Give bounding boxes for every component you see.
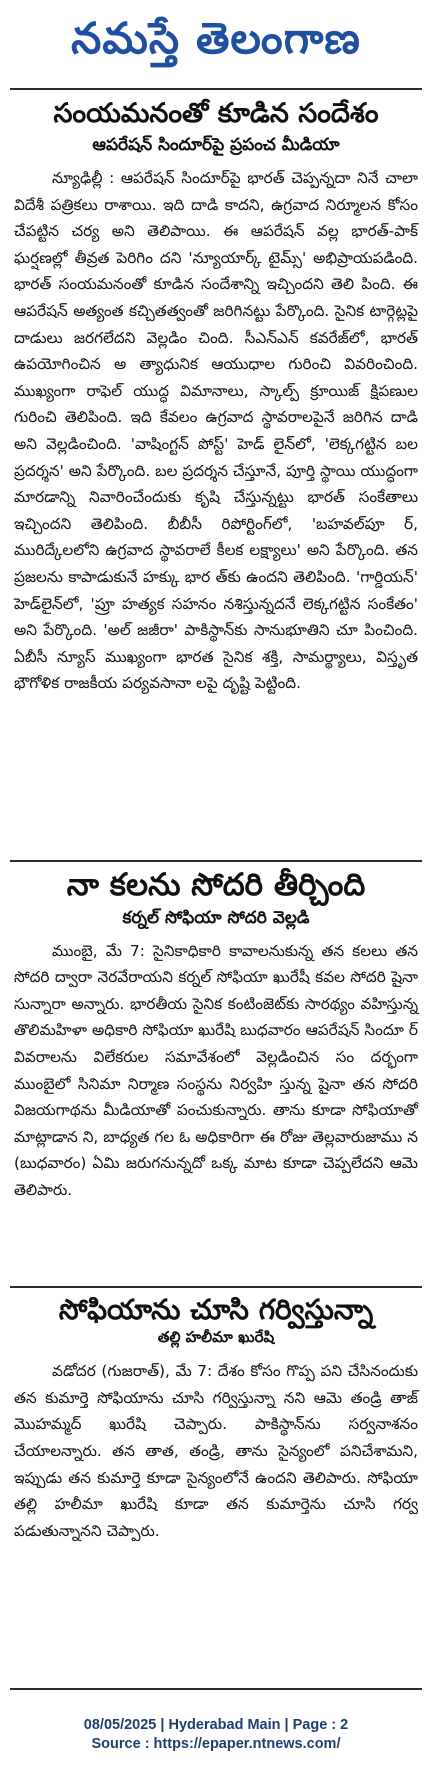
article-body: వడోదర (గుజరాత్), మే 7: దేశం కోసం గొప్ప పని చేసినందుకు తన కుమార్తె సోఫియాను చూసి గర్విస్తున్నా నని ఆమె తండ్రి తాజ్ మొహమ్మద్ ఖురేషి చెప్పారు. పాకిస్థాన్‌ను సర్వనాశనం చేయాలన్నారు. తన తాత, తండ్రి, తాను సైన్యంలో పనిచేశామని, ఇప్పుడు తన కుమార్తె కూడా సైన్యంలోనే ఉందని తెలిపారు. సోఫియా తల్లి హలీమా ఖురేషి కూడా తన కుమార్తెను చూసి గర్వ పడుతున్నానని చెప్పారు. bbox=[14, 1362, 418, 1540]
article-subhead: కర్నల్ సోఫియా సోదరి వెల్లడి bbox=[122, 907, 310, 928]
article-subhead: ఆపరేషన్ సిందూర్‌పై ప్రపంచ మీడియా bbox=[92, 135, 340, 156]
bottom-rule bbox=[10, 1688, 422, 1690]
section-rule bbox=[10, 1286, 422, 1288]
article-subhead: తల్లి హలీమా ఖురేషి bbox=[157, 1328, 275, 1347]
article-world-media bbox=[14, 98, 418, 697]
article-body: ముంబై, మే 7: సైనికాధికారి కావాలనుకున్న తన కలలు తన సోదరి ద్వారా నెరవేరాయని కర్నల్ సోఫియా ఖురేషీ కవల సోదరి షైనా సున్నారా అన్నారు. భారతీయ సైనిక కంటింజెట్‌కు సారథ్యం వహిస్తున్న తొలిమహిళా అధికారి సోఫియా ఖురేషి బుధవారం ఆపరేషన్ సిందూ ర్ వివరాలను విలేకరుల సమావేశంలో వెల్లడించిన సం దర్భంగా ముంబైలో సినిమా నిర్మాణ సంస్థను నిర్వహి స్తున్న షైనా తన సోదరి విజయగాథను మీడియాతో పంచుకున్నారు. తాను కూడా సోఫియాతో మాట్లాడాన ని, బాధ్యత గల ఓ అధికారిగా ఈ రోజు తెల్లవారుజాము న (బుధవారం) ఏమి జరుగనున్నదో ఒక్క మాట కూడా చెప్పలేదని ఆమె తెలిపారు. bbox=[14, 941, 418, 1199]
footer bbox=[0, 1716, 432, 1754]
top-rule bbox=[10, 88, 422, 90]
article-headline: సోఫియాను చూసి గర్విస్తున్నా bbox=[58, 1293, 374, 1326]
article-headline: నా కలను సోదరి తీర్చింది bbox=[66, 867, 366, 903]
article-sister-dream bbox=[14, 868, 418, 1204]
article-body: న్యూఢిల్లీ : ఆపరేషన్ సిందూర్‌పై భారత్ చెప్పన్నదా నినే చాలా విదేశీ పత్రికలు రాశాయి. ఇది దాడి కాదని, ఉగ్రవాద నిర్మూలన కోసం చేపట్టిన చర్య అని తెలిపాయి. ఈ ఆపరేషన్ వల్ల భారత్-పాక్ ఘర్షణల్లో తీవ్రత పెరిగిం దని 'న్యూయార్క్ టైమ్స్' అభిప్రాయపడింది. భారత్ సంయమనంతో కూడిన సందేశాన్ని ఇచ్చిందని తెలి పింది. ఈ ఆపరేషన్ అత్యంత కచ్చితత్వంతో జరిగినట్టు పేర్కొంది. సైనిక టార్గెట్లపై దాడులు జరగలేదని వెల్లడిం చింది. సీఎన్‌ఎన్ కవరేజ్‌లో, భారత్ ఉపయోగించిన అ త్యాధునిక ఆయుధాల గురించి వివరించింది. ముఖ్యంగా రాఫెల్ యుద్ధ విమానాలు, స్కాల్ప్ క్రూయిజ్ క్షిపణుల గురించి తెలిపింది. ఇది కేవలం ఉగ్రవాద స్థావరాలపైనే జరిగిన దాడి అని వెల్లడించింది. 'వాషింగ్టన్ పోస్ట్' హెడ్ లైన్‌లో, 'లెక్కగట్టిన బల ప్రదర్శన' అని పేర్కొంది. బల ప్రదర్శన చేస్తూనే, పూర్తి స్థాయి యుద్ధంగా మారడాన్ని నివారించేందుకు కృషి చేస్తున్నట్టు భారత్ సంకేతాలు ఇచ్చిందని తెలిపింది. బీబీసీ రిపోర్టింగ్‌లో, 'బహవల్‌పూ ర్, మురిద్కేలలోని ఉగ్రవాద స్థావరాలే కీలక లక్ష్యాలు' అని పేర్కొంది. తన ప్రజలను కాపాడుకునే హక్కు భార త్‌కు ఉందని తెలిపింది. 'గార్డియన్' హెడ్‌లైన్‌లో, 'ప్రూ హత్యక సహనం నశిస్తున్నదనే లెక్కగట్టిన సంకేతం' అని పేర్కొంది. 'అల్ జజీరా' పాకిస్థాన్‌కు సానుభూతిని చూ పించింది. ఏబీసీ న్యూస్ ముఖ్యంగా భారత సైనిక శక్తి, సామర్థ్యాలు, విస్తృత భౌగోళిక రాజకీయ పర్యవసానా లపై దృష్టి పెట్టింది. bbox=[14, 169, 418, 693]
article-headline: సంయమనంతో కూడిన సందేశం bbox=[53, 98, 379, 129]
article-mother-proud bbox=[14, 1294, 418, 1544]
footer-source: Source : https://epaper.ntnews.com/ bbox=[91, 1736, 341, 1752]
footer-date-edition: 08/05/2025 | Hyderabad Main | Page : 2 bbox=[83, 1717, 349, 1733]
newspaper-title: నమస్తే తెలంగాణ bbox=[71, 14, 361, 64]
section-rule bbox=[10, 860, 422, 862]
masthead bbox=[14, 6, 418, 72]
